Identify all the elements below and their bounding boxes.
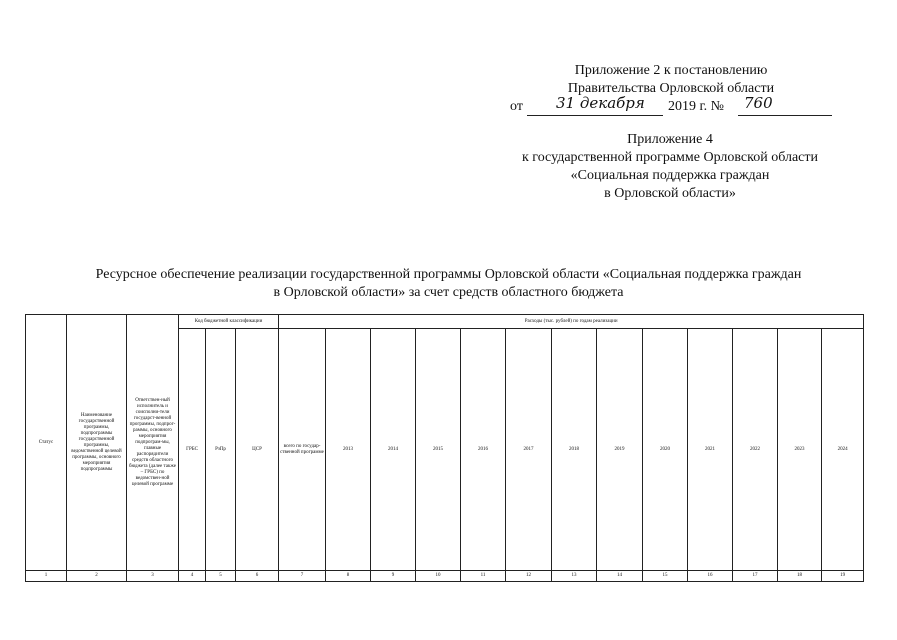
column-number: 12 <box>506 571 552 582</box>
handwritten-date: 31 декабря <box>556 94 645 112</box>
column-number: 13 <box>552 571 597 582</box>
column-number: 11 <box>461 571 506 582</box>
header-status: Статус <box>26 315 67 571</box>
document-title-line2: в Орловской области» за счет средств областного бюджета <box>273 285 624 300</box>
header-executor: Ответствен-ный исполнитель и соисполни-тели государст-венной программы, подпрог-раммы, основного мероприятия подпрограм-мы, главные распорядители средств областного бюджета (далее также – ГРБС) по ведомствен-ной целевой программе <box>127 315 179 571</box>
header-year: 2024 <box>822 329 864 571</box>
header-year: 2016 <box>461 329 506 571</box>
appendix4-line3: «Социальная поддержка граждан <box>570 168 770 183</box>
appendix4-line4: в Орловской области» <box>604 186 736 201</box>
appendix2-year-text: 2019 г. № <box>668 99 725 114</box>
header-year: 2015 <box>416 329 461 571</box>
handwritten-number: 760 <box>744 94 773 112</box>
header-total: всего по государ-ственной программе <box>279 329 326 571</box>
appendix4-line2: к государственной программе Орловской области <box>522 150 818 165</box>
resource-table <box>25 314 864 582</box>
column-number: 5 <box>206 571 236 582</box>
header-year: 2013 <box>326 329 371 571</box>
column-number: 4 <box>179 571 206 582</box>
column-number: 10 <box>416 571 461 582</box>
header-csr: ЦСР <box>236 329 279 571</box>
header-year: 2017 <box>506 329 552 571</box>
column-number: 18 <box>778 571 822 582</box>
column-number: 8 <box>326 571 371 582</box>
header-year: 2018 <box>552 329 597 571</box>
header-year: 2019 <box>597 329 643 571</box>
column-number: 3 <box>127 571 179 582</box>
column-number: 1 <box>26 571 67 582</box>
column-number: 2 <box>67 571 127 582</box>
header-expenses-group: Расходы (тыс. рублей) по годам реализации <box>279 315 864 329</box>
column-number: 16 <box>688 571 733 582</box>
column-number: 14 <box>597 571 643 582</box>
column-number: 6 <box>236 571 279 582</box>
header-rzpr: РзПр <box>206 329 236 571</box>
header-year: 2022 <box>733 329 778 571</box>
appendix2-line2: Правительства Орловской области <box>567 81 775 96</box>
header-year: 2020 <box>643 329 688 571</box>
column-number: 7 <box>279 571 326 582</box>
appendix4-line1: Приложение 4 <box>627 132 713 147</box>
column-number: 17 <box>733 571 778 582</box>
column-number: 15 <box>643 571 688 582</box>
header-year: 2014 <box>371 329 416 571</box>
header-program-name: Наименование государственной программы, подпрограммы государственной программы, ведомственной целевой программы, основного мероприятия подпрограммы <box>67 315 127 571</box>
document-title-line1: Ресурсное обеспечение реализации государственной программы Орловской области «Социальная поддержка граждан <box>95 267 802 282</box>
header-year: 2021 <box>688 329 733 571</box>
header-budget-code-group: Код бюджетной классификации <box>179 315 279 329</box>
appendix2-from-label: от <box>510 99 523 114</box>
column-number: 19 <box>822 571 864 582</box>
header-grbs: ГРБС <box>179 329 206 571</box>
column-number: 9 <box>371 571 416 582</box>
header-year: 2023 <box>778 329 822 571</box>
appendix2-line1: Приложение 2 к постановлению <box>574 63 768 78</box>
